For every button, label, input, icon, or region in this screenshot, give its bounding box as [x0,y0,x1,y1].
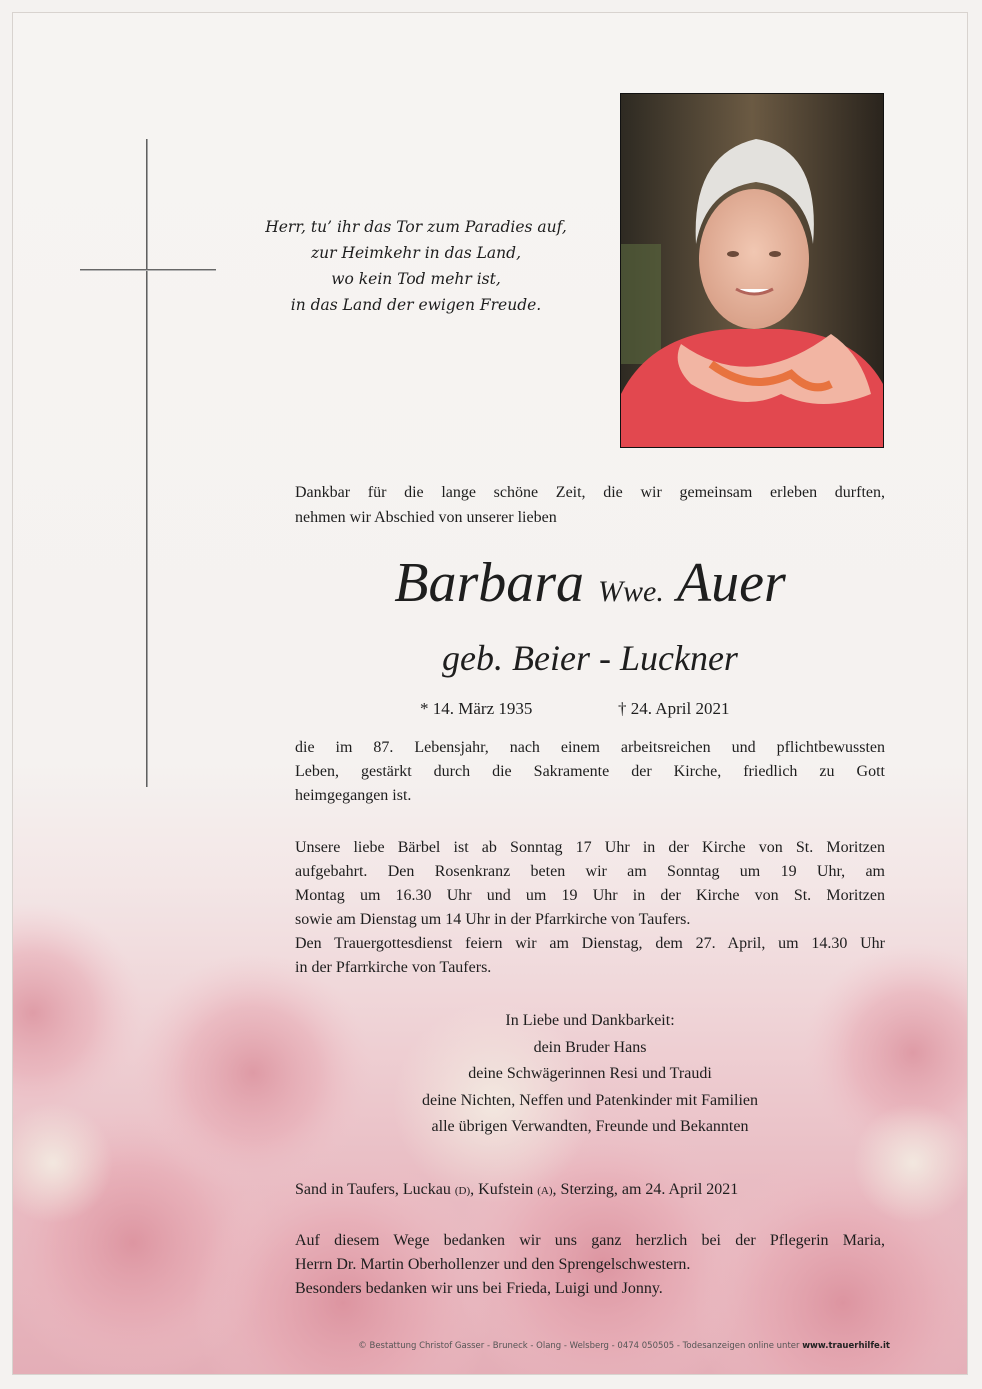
schedule-text [295,836,885,980]
passing-line: die im 87. Lebensjahr, nach einem arbeitsreichen und pflichtbewussten [295,739,885,756]
mourner-line: dein Bruder Hans [533,1038,647,1056]
maiden-name: geb. Beier - Luckner [442,638,738,678]
schedule-line: in der Pfarrkirche von Taufers. [295,959,492,976]
verse-line: in das Land der ewigen Freude. [290,296,542,314]
country-code: (A) [537,1185,553,1197]
verse-line: zur Heimkehr in das Land, [311,244,521,262]
passing-text [295,736,885,808]
schedule-line: aufgebahrt. Den Rosenkranz beten wir am Sonntag um 19 Uhr, am [295,863,885,880]
schedule-line: Montag um 16.30 Uhr und um 19 Uhr in der Kirche von St. Moritzen [295,887,885,904]
schedule-line: Unsere liebe Bärbel ist ab Sonntag 17 Uhr in der Kirche von St. Moritzen [295,839,885,856]
gratitude-line: Herrn Dr. Martin Oberhollenzer und den Sprengelschwestern. [295,1256,691,1273]
mourner-line: alle übrigen Verwandten, Freunde und Bekannten [431,1118,749,1135]
passing-line: Leben, gestärkt durch die Sakramente der Kirche, friedlich zu Gott [295,763,885,780]
mourner-line: In Liebe und Dankbarkeit: [505,1012,675,1029]
mourner-line: deine Schwägerinnen Resi und Traudi [468,1065,712,1082]
bible-verse [250,214,582,318]
death-date: † 24. April 2021 [618,699,730,718]
portrait-photo [620,93,884,448]
place-and-date [295,1178,885,1203]
birth-date: * 14. März 1935 [420,699,533,718]
verse-line: wo kein Tod mehr ist, [331,270,501,288]
schedule-line: sowie am Dienstag um 14 Uhr in der Pfarrkirche von Taufers. [295,911,691,928]
passing-line: heimgegangen ist. [295,787,412,804]
deceased-name [280,548,900,627]
footer-url[interactable]: www.trauerhilfe.it [802,1341,890,1351]
schedule-line: Den Trauergottesdienst feiern wir am Dienstag, dem 27. April, um 14.30 Uhr [295,935,885,952]
mourners-list [295,1008,885,1141]
footer-text: © Bestattung Christof Gasser - Bruneck - Olang - Welsberg - 0474 050505 - Todesanzeigen online unter [358,1341,800,1351]
gratitude-text [295,1229,885,1301]
mourner-line: deine Nichten, Neffen und Patenkinder mit Familien [421,1091,759,1109]
place-part: , Kufstein [470,1181,534,1198]
intro-line: Dankbar für die lange schöne Zeit, die wir gemeinsam erleben durften, [295,484,885,501]
widow-title: Wwe. [598,575,664,608]
gratitude-line: Auf diesem Wege bedanken wir uns ganz herzlich bei der Pflegerin Maria, [295,1232,885,1249]
last-name: Auer [676,552,786,614]
first-name: Barbara [394,552,585,614]
verse-line: Herr, tu’ ihr das Tor zum Paradies auf, [265,218,567,236]
country-code: (D) [454,1185,471,1197]
gratitude-line: Besonders bedanken wir uns bei Frieda, Luigi und Jonny. [295,1280,663,1297]
place-part: , Sterzing, am 24. April 2021 [552,1181,739,1198]
cross-vertical-bar [146,139,148,787]
place-part: Sand in Taufers, Luckau [295,1181,451,1198]
intro-text [295,480,885,530]
intro-line: nehmen wir Abschied von unserer lieben [295,509,557,526]
cross-horizontal-bar [80,269,216,271]
footer-credit [290,1340,890,1352]
